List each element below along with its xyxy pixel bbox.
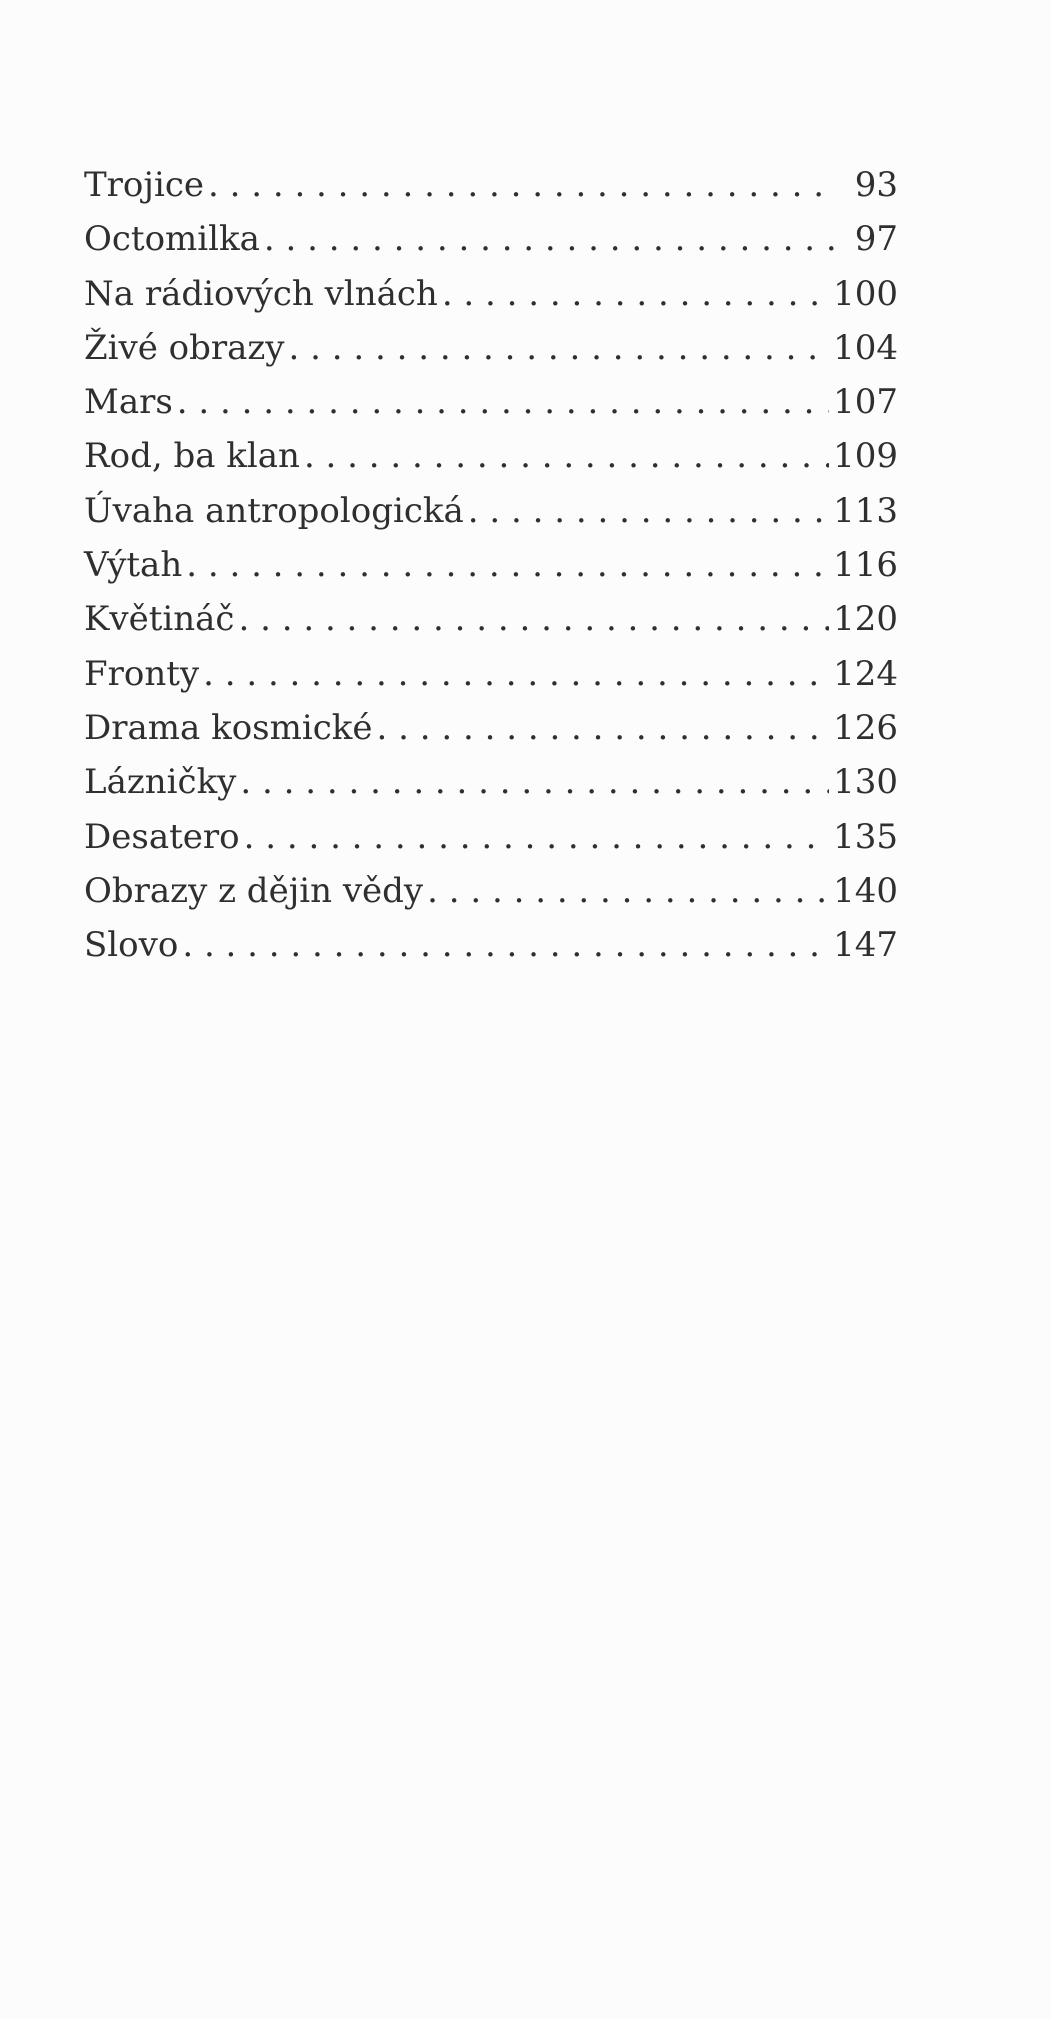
- dot-leader: [186, 538, 829, 592]
- toc-entry-title: Desatero: [84, 816, 240, 857]
- toc-entry-title: Na rádiových vlnách: [84, 273, 438, 314]
- toc-entry-page: 97: [854, 219, 898, 260]
- toc-entry: [84, 755, 898, 809]
- toc-entry: [84, 701, 898, 755]
- toc-entry: [84, 864, 898, 918]
- toc-entry: [84, 375, 898, 429]
- toc-entry-page: 107: [833, 382, 898, 423]
- dot-leader: [468, 484, 829, 538]
- toc-entry-title: Výtah: [84, 545, 183, 586]
- toc-entry: [84, 158, 898, 212]
- toc-entry-title: Květináč: [84, 599, 235, 640]
- toc-entry-page: 116: [833, 545, 898, 586]
- toc-entry-title: Drama kosmické: [84, 707, 373, 748]
- toc-entry-title: Mars: [84, 382, 173, 423]
- toc-entry-page: 126: [833, 707, 898, 748]
- dot-leader: [208, 158, 836, 212]
- dot-leader: [182, 918, 829, 972]
- dot-leader: [244, 810, 829, 864]
- toc-entry: [84, 212, 898, 266]
- toc-entry-title: Octomilka: [84, 219, 260, 260]
- dot-leader: [238, 592, 829, 646]
- toc-entry: [84, 429, 898, 483]
- toc-entry: [84, 321, 898, 375]
- toc-entry-page: 109: [833, 436, 898, 477]
- dot-leader: [264, 212, 836, 266]
- dot-leader: [203, 647, 829, 701]
- dot-leader: [289, 321, 830, 375]
- table-of-contents: [84, 158, 898, 972]
- toc-entry-page: 104: [833, 327, 898, 368]
- dot-leader: [304, 429, 829, 483]
- toc-entry: [84, 267, 898, 321]
- toc-entry: [84, 647, 898, 701]
- toc-entry-title: Slovo: [84, 925, 179, 966]
- toc-entry-title: Fronty: [84, 653, 200, 694]
- toc-entry-title: Živé obrazy: [84, 327, 285, 368]
- toc-entry: [84, 810, 898, 864]
- toc-entry-page: 113: [833, 490, 898, 531]
- toc-entry-page: 120: [833, 599, 898, 640]
- toc-entry-page: 130: [833, 762, 898, 803]
- toc-entry-page: 100: [833, 273, 898, 314]
- toc-entry-page: 135: [833, 816, 898, 857]
- toc-entry-page: 147: [833, 925, 898, 966]
- dot-leader: [177, 375, 829, 429]
- toc-entry: [84, 918, 898, 972]
- toc-entry-title: Obrazy z dějin vědy: [84, 870, 424, 911]
- toc-entry: [84, 592, 898, 646]
- toc-entry-page: 140: [833, 870, 898, 911]
- toc-entry-title: Úvaha antropologická: [84, 490, 464, 531]
- toc-entry-page: 124: [833, 653, 898, 694]
- dot-leader: [240, 755, 829, 809]
- toc-entry: [84, 538, 898, 592]
- dot-leader: [442, 267, 829, 321]
- dot-leader: [377, 701, 830, 755]
- toc-entry-title: Trojice: [84, 165, 204, 205]
- dot-leader: [427, 864, 829, 918]
- toc-entry-title: Lázničky: [84, 762, 237, 803]
- toc-entry: [84, 484, 898, 538]
- toc-entry-title: Rod, ba klan: [84, 436, 300, 477]
- toc-entry-page: 93: [854, 165, 898, 205]
